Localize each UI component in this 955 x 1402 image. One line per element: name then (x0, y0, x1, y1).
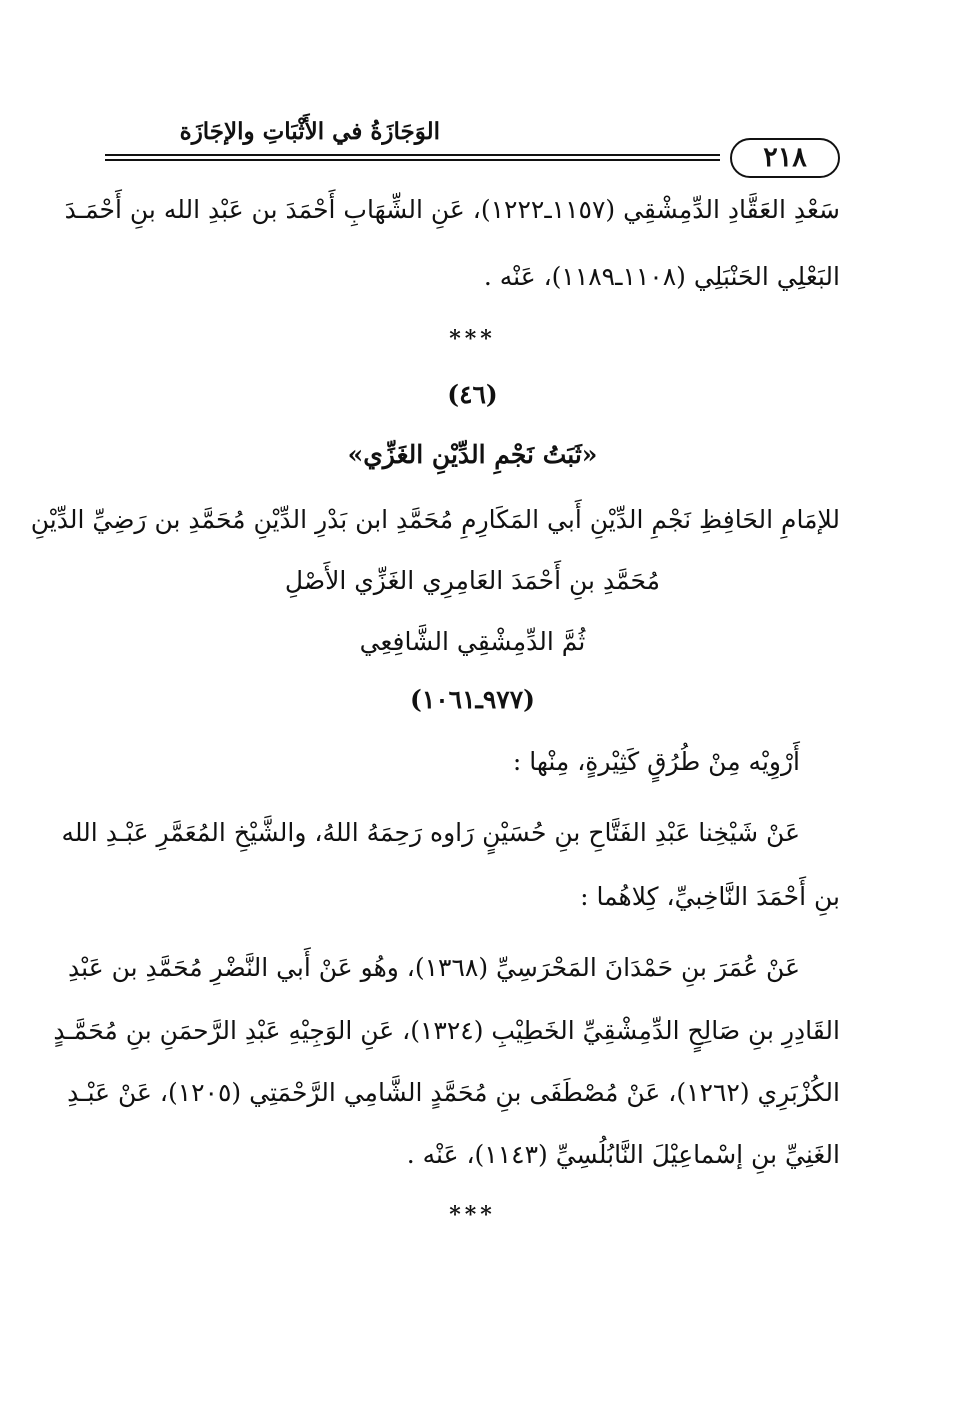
section-separator: *** (449, 326, 496, 352)
page-header (105, 118, 840, 178)
text-line: سَعْدِ العَقَّادِ الدِّمِشْقِي (١١٥٧ـ١٢٢٢)، عَنِ الشِّهَابِ أَحْمَدَ بن عَبْدِ الله بنِ أَحْمَـدَ (64, 195, 840, 224)
paragraph-line: القَادِرِ بنِ صَالِحٍ الدِّمِشْقِيِّ الخَطِيْبِ (١٣٢٤)، عَنِ الوَجِيْهِ عَبْدِ الرَّحمَنِ بنِ مُحَمَّـدٍ (53, 1016, 840, 1045)
paragraph-line: أَرْوِيْه مِنْ طُرُقٍ كَثِيْرةٍ، مِنْها : (512, 747, 800, 776)
running-title: الوَجَازَةُ في الأَثْبَاتِ والإجَازَة (179, 118, 440, 145)
entry-number: (٤٦) (447, 380, 498, 409)
header-rule-top (105, 154, 720, 156)
paragraph-line: الكُزْبَرِي (١٢٦٢)، عَنْ مُصْطَفَى بنِ مُحَمَّدٍ الشَّامِي الرَّحْمَتِي (١٢٠٥)، عَنْ عَبْـدِ (67, 1078, 840, 1107)
header-rule-bottom (105, 159, 720, 161)
author-line: ثُمَّ الدِّمِشْقِي الشَّافِعِي (359, 627, 586, 656)
entry-title: «ثَبَتُ نَجْمِ الدِّيْنِ الغَزِّي» (347, 440, 598, 469)
paragraph-line: بنِ أَحْمَدَ النَّاخِبيِّ، كِلاهُما : (580, 882, 840, 911)
author-line: مُحَمَّدِ بنِ أَحْمَدَ العَامِرِي الغَزِّي الأَصْلِ (284, 566, 661, 595)
author-line: للإمَامِ الحَافِظِ نَجْمِ الدِّيْنِ أَبي المَكَارِمِ مُحَمَّدِ ابن بَدْرِ الدِّيْنِ مُحَمَّدِ بن رَضِيِّ الدِّيْنِ (30, 505, 840, 534)
paragraph-line: الغَنِيِّ بنِ إسْماعِيْلَ النَّابُلُسِيِّ (١١٤٣)، عَنْه . (406, 1140, 840, 1169)
paragraph-line: عَنْ شَيْخِنا عَبْدِ الفَتَّاحِ بنِ حُسَيْنٍ رَاوه رَحِمَهُ اللهُ، والشَّيْخِ المُعَمَّرِ عَبْـدِ الله (61, 818, 800, 847)
author-dates: (٩٧٧ـ١٠٦١) (409, 685, 536, 714)
paragraph-line: عَنْ عُمَرَ بنِ حَمْدَانَ المَحْرَسِيِّ (١٣٦٨)، وهُو عَنْ أَبي النَّضْرِ مُحَمَّدِ بن عَبْدِ (68, 953, 800, 982)
text-line: البَعْلِي الحَنْبَلِي (١١٠٨ـ١١٨٩)، عَنْه . (483, 262, 840, 291)
page-number: ٢١٨ (730, 138, 840, 178)
section-separator: *** (449, 1202, 496, 1228)
